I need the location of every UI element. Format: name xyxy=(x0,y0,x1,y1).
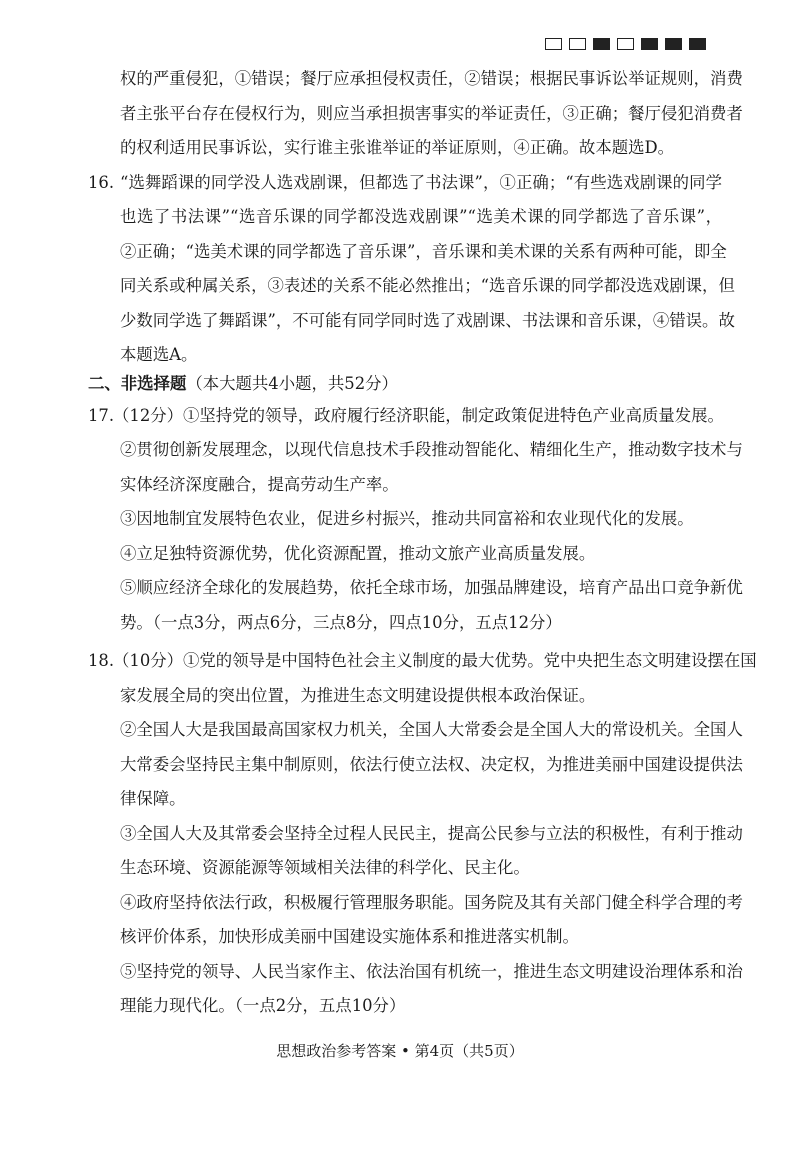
text-line: ③全国人大及其常委会坚持全过程人民民主，提高公民参与立法的积极性，有利于推动 xyxy=(120,823,743,843)
text-line: 大常委会坚持民主集中制原则，依法行使立法权、决定权，为推进美丽中国建设提供法 xyxy=(120,754,743,774)
q15-tail xyxy=(0,62,800,166)
section-heading xyxy=(88,369,800,399)
text-line: 律保障。 xyxy=(120,789,186,808)
question-17 xyxy=(0,399,800,641)
text-line: ④立足独特资源优势，优化资源配置，推动文旅产业高质量发展。 xyxy=(120,543,596,563)
text-line: 理能力现代化。（一点2分，五点10分） xyxy=(120,996,406,1015)
text-line: 实体经济深度融合，提高劳动生产率。 xyxy=(120,474,399,494)
filled-square-mark xyxy=(665,38,682,50)
text-line: 者主张平台存在侵权行为，则应当承担损害事实的举证责任，③正确；餐厅侵犯消费者 xyxy=(120,103,743,123)
text-line: （10分）①党的领导是中国特色社会主义制度的最大优势。党中央把生态文明建设摆在国 xyxy=(113,651,757,670)
answer-content xyxy=(0,62,800,1024)
section-title: 二、非选择题 xyxy=(88,373,187,393)
text-line: ⑤顺应经济全球化的发展趋势，依托全球市场，加强品牌建设，培育产品出口竞争新优 xyxy=(120,578,743,597)
text-line: ②正确；“选美术课的同学都选了音乐课”，音乐课和美术课的关系有两种可能，即全 xyxy=(120,241,727,261)
text-line: 同关系或种属关系，③表述的关系不能必然推出；“选音乐课的同学都没选戏剧课，但 xyxy=(120,276,735,295)
text-line: ②贯彻创新发展理念，以现代信息技术手段推动智能化、精细化生产，推动数字技术与 xyxy=(120,440,743,459)
answer-point xyxy=(0,537,800,572)
answer-point xyxy=(0,399,800,434)
filled-square-mark xyxy=(641,38,658,50)
text-line: 的权利适用民事诉讼，实行谁主张谁举证的举证原则，④正确。故本题选D。 xyxy=(120,138,675,157)
question-18 xyxy=(0,644,800,1024)
empty-square-mark xyxy=(569,38,586,50)
text-line: 势。（一点3分，两点6分，三点8分，四点10分，五点12分） xyxy=(120,612,562,632)
text-line: ②全国人大是我国最高国家权力机关，全国人大常委会是全国人大的常设机关。全国人 xyxy=(120,720,743,739)
answer-point xyxy=(0,502,800,537)
text-line: ④政府坚持依法行政，积极履行管理服务职能。国务院及其有关部门健全科学合理的考 xyxy=(120,892,743,912)
text-line: 核评价体系，加快形成美丽中国建设实施体系和推进落实机制。 xyxy=(120,927,579,946)
answer-point xyxy=(0,955,800,1024)
text-line: 家发展全局的突出位置，为推进生态文明建设提供根本政治保证。 xyxy=(120,685,596,705)
answer-point xyxy=(0,433,800,502)
question-number: 16. xyxy=(88,172,115,192)
question-16 xyxy=(0,166,800,373)
answer-point xyxy=(0,571,800,640)
question-number: 17. xyxy=(88,405,115,425)
text-line: 本题选A。 xyxy=(120,345,198,364)
text-line: 少数同学选了舞蹈课”，不可能有同学同时选了戏剧课、书法课和音乐课，④错误。故 xyxy=(120,310,735,330)
filled-square-mark xyxy=(689,38,706,50)
page-footer: 思想政治参考答案 • 第4页（共5页） xyxy=(276,1042,524,1060)
text-line: （12分）①坚持党的领导，政府履行经济职能，制定政策促进特色产业高质量发展。 xyxy=(113,405,724,425)
text-line: 生态环境、资源能源等领域相关法律的科学化、民主化。 xyxy=(120,858,530,877)
empty-square-mark xyxy=(617,38,634,50)
text-line: “选舞蹈课的同学没人选戏剧课，但都选了书法课”，①正确；“有些选戏剧课的同学 xyxy=(120,172,722,192)
text-line: 也选了书法课”“选音乐课的同学都没选戏剧课”“选美术课的同学都选了音乐课”， xyxy=(120,207,722,226)
answer-point xyxy=(0,886,800,955)
filled-square-mark xyxy=(593,38,610,50)
text-line: ③因地制宜发展特色农业，促进乡村振兴，推动共同富裕和农业现代化的发展。 xyxy=(120,509,694,528)
answer-point xyxy=(0,644,800,713)
page-marker-squares xyxy=(545,38,706,50)
question-number: 18. xyxy=(88,651,115,670)
text-line: 权的严重侵犯，①错误；餐厅应承担侵权责任，②错误；根据民事诉讼举证规则，消费 xyxy=(120,69,743,88)
answer-point xyxy=(0,713,800,817)
empty-square-mark xyxy=(545,38,562,50)
text-line: ⑤坚持党的领导、人民当家作主、依法治国有机统一，推进生态文明建设治理体系和治 xyxy=(120,961,743,981)
answer-point xyxy=(0,817,800,886)
section-note: （本大题共4小题，共52分） xyxy=(186,373,398,393)
